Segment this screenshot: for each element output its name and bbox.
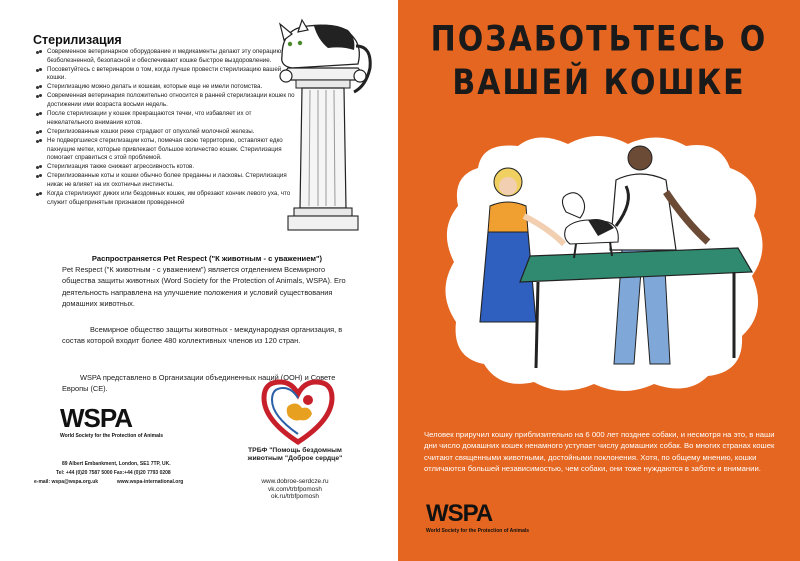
headline-line-1: ПОЗАБОТЬТЕСЬ О <box>430 19 768 60</box>
wspa-logo-subtitle: World Society for the Protection of Animals <box>60 433 164 439</box>
bullet-item: Стерилизованные кошки реже страдают от опухолей молочной железы. <box>33 128 295 137</box>
cover-body-text: Человек приручил кошку приблизительно на 6 000 лет позднее собаки, и несмотря на это, в наши дни число домашних кошек ненамного уступает числу домашних собак. Во многих странах кошек считают священными животными, достойными поклонения. Хотя, по общему мнению, кошки отличаются большей независимостью, чем собаки, они тоже нуждаются в заботе и внимании. <box>424 430 775 474</box>
cover-headline <box>398 18 800 105</box>
sterilization-bullet-list <box>33 48 295 208</box>
paw-bullet-icon <box>36 192 42 197</box>
wspa-un-paragraph: WSPA представлено в Организации объединенных наций (ООН) и Совете Европы (СЕ). <box>62 373 336 394</box>
paw-bullet-icon <box>36 85 42 90</box>
link-vk[interactable]: vk.com/trbfpomosh <box>268 485 322 493</box>
wspa-phone: Tel: +44 (0)20 7587 5000 Fax:+44 (0)20 7793 0208 <box>56 470 171 476</box>
right-panel-cover <box>398 0 800 561</box>
link-website[interactable]: www.dobroe-serdcze.ru <box>261 478 329 485</box>
spread-title: Распространяется Pet Respect ("К животным - с уважением") <box>91 254 323 263</box>
cat-on-pillar-illustration <box>262 16 382 236</box>
bullet-item: Не подвергшиеся стерилизации коты, помечая свою территорию, оставляют едко пахнущие метки, которые привлекают большое количество кошек. Стерилизация помогает справиться с этой проблемой. <box>33 137 295 163</box>
paw-bullet-icon <box>36 139 42 144</box>
wspa-logo-subtitle: World Society for the Protection of Animals <box>426 528 530 534</box>
wspa-logo-right <box>426 502 529 534</box>
heart-logo-icon <box>258 376 338 446</box>
paw-bullet-icon <box>36 50 42 55</box>
paw-bullet-icon <box>36 94 42 99</box>
paw-bullet-icon <box>36 68 42 73</box>
bullet-item: Стерилизацию можно делать и кошкам, которые еще не имели потомства. <box>33 83 295 92</box>
trbf-links <box>230 478 360 501</box>
bullet-item: Современная ветеринария положительно относится в ранней стерилизации кошек по достижении ими возраста восьми недель. <box>33 92 295 109</box>
link-ok[interactable]: ok.ru/trbfpomosh <box>271 493 319 501</box>
pet-respect-paragraph: Pet Respect ("К животным - с уважением") является отделением Всемирного общества защиты животных (Word Society for the Protection of Animals, WSPA). Его деятельность направлена на улучшение положения и условий существования домашних животных. <box>62 265 346 309</box>
wspa-logo-text: WSPA <box>60 403 133 433</box>
paw-bullet-icon <box>36 112 42 117</box>
wspa-address: 89 Albert Embankment, London, SE1 7TP, UK. <box>62 461 171 467</box>
paw-bullet-icon <box>36 165 42 170</box>
left-panel <box>0 0 398 561</box>
headline-line-2: ВАШЕЙ КОШКЕ <box>452 63 746 104</box>
bullet-item: Посоветуйтесь с ветеринаром о том, когда лучше провести стерилизацию вашей кошки. <box>33 66 295 83</box>
wspa-logo-text: WSPA <box>426 500 493 527</box>
sterilization-title: Стерилизация <box>33 33 122 47</box>
bullet-item: Современное ветеринарное оборудование и медикаменты делают эту операцию безболезненной, безопасной и обеспечивают кошке быстрое выздоровление. <box>33 48 295 65</box>
bullet-item: Когда стерилизуют диких или бездомных кошек, им обрезают кончик левого уха, что служит общепринятым признаком проведенной <box>33 190 295 207</box>
wspa-email[interactable]: e-mail: wspa@wspa.org.uk <box>34 479 99 485</box>
paw-bullet-icon <box>36 174 42 179</box>
trbf-organization-name: ТРБФ "Помощь бездомным животным "Доброе сердце" <box>247 447 343 462</box>
bullet-item: После стерилизации у кошек прекращаются течки, что избавляет их от нежелательного внимания котов. <box>33 110 295 127</box>
wspa-logo-left <box>60 405 170 439</box>
vet-clinic-illustration <box>438 132 770 394</box>
bullet-item: Стерилизация также снижает агрессивность котов. <box>33 163 295 172</box>
wspa-membership-paragraph: Всемирное общество защиты животных - международная организация, в состав которой входит более 480 коллективных членов из 120 стран. <box>62 325 343 346</box>
wspa-website[interactable]: www.wspa-international.org <box>116 479 184 485</box>
paw-bullet-icon <box>36 130 42 135</box>
bullet-item: Стерилизованные коты и кошки обычно более преданны и ласковы. Стерилизация никак не влияет на их охотничьи инстинкты. <box>33 172 295 189</box>
